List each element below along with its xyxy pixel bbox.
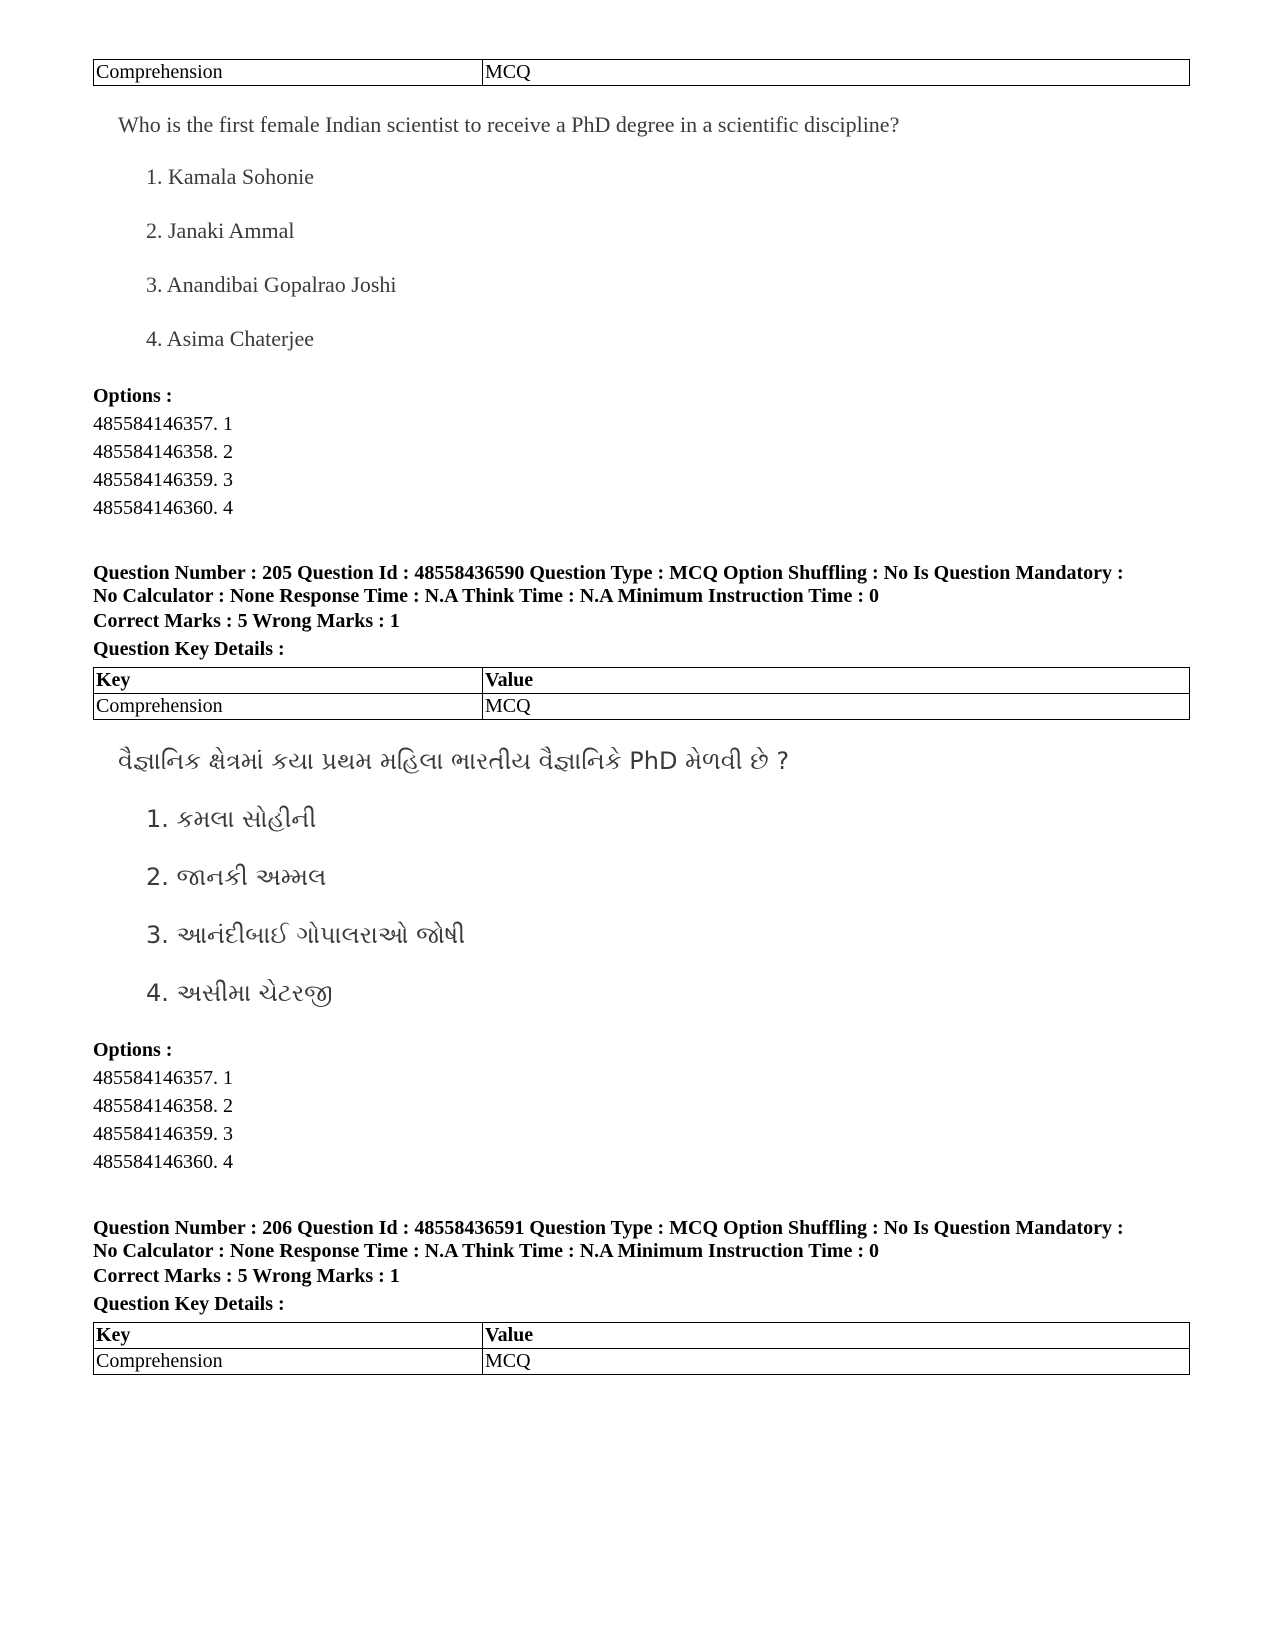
option-id: 485584146358. 2	[93, 1095, 233, 1117]
table-header-key: Key	[94, 668, 483, 694]
key-details-table-q206	[93, 1322, 1190, 1375]
table-header-row	[94, 668, 1190, 694]
table-cell-value: MCQ	[483, 1349, 1190, 1375]
key-details-label-q205: Question Key Details :	[93, 638, 285, 660]
key-details-table-q204	[93, 59, 1190, 86]
table-cell-key: Comprehension	[94, 60, 483, 86]
option-id: 485584146359. 3	[93, 469, 233, 491]
question-option: 3. આનંદીબાઈ ગોપાલરાઓ જોષી	[146, 921, 466, 949]
question-option: 4. Asima Chaterjee	[146, 326, 315, 351]
options-block-q205	[93, 1036, 233, 1176]
question-option: 1. Kamala Sohonie	[146, 164, 315, 189]
question-meta-q205	[93, 562, 1203, 608]
question-meta-q206	[93, 1217, 1203, 1263]
question-option: 2. Janaki Ammal	[146, 218, 295, 243]
options-label: Options :	[93, 1039, 173, 1061]
table-cell-value: MCQ	[483, 60, 1190, 86]
option-id: 485584146360. 4	[93, 497, 233, 519]
table-header-value: Value	[483, 668, 1190, 694]
table-cell-key: Comprehension	[94, 1349, 483, 1375]
options-label: Options :	[93, 385, 173, 407]
table-cell-value: MCQ	[483, 694, 1190, 720]
option-id: 485584146360. 4	[93, 1151, 233, 1173]
question-option: 2. જાનકી અમ્મલ	[146, 863, 327, 891]
option-id: 485584146357. 1	[93, 1067, 233, 1089]
key-details-table-q205	[93, 667, 1190, 720]
question-meta-line: No Calculator : None Response Time : N.A Think Time : N.A Minimum Instruction Time : 0	[93, 1240, 879, 1262]
table-row	[94, 1349, 1190, 1375]
table-header-row	[94, 1323, 1190, 1349]
question-stem: વૈજ્ઞાનિક ક્ષેત્રમાં કયા પ્રથમ મહિલા ભારતીય વૈજ્ઞાનિકે PhD મેળવી છે ?	[118, 747, 790, 775]
marks-q206: Correct Marks : 5 Wrong Marks : 1	[93, 1265, 400, 1287]
option-id: 485584146358. 2	[93, 441, 233, 463]
option-id: 485584146357. 1	[93, 413, 233, 435]
marks-q205: Correct Marks : 5 Wrong Marks : 1	[93, 610, 400, 632]
question-meta-line: No Calculator : None Response Time : N.A Think Time : N.A Minimum Instruction Time : 0	[93, 585, 879, 607]
question-option: 3. Anandibai Gopalrao Joshi	[146, 272, 397, 297]
question-stem: Who is the first female Indian scientist to receive a PhD degree in a scientific discipline?	[118, 112, 900, 137]
question-meta-line: Question Number : 205 Question Id : 48558436590 Question Type : MCQ Option Shuffling : No Is Question Mandatory :	[93, 562, 1124, 584]
question-option: 4. અસીમા ચેટરજી	[146, 979, 333, 1007]
table-row	[94, 694, 1190, 720]
table-header-value: Value	[483, 1323, 1190, 1349]
question-image-gujarati	[118, 747, 789, 1037]
question-option: 1. કમલા સોહીની	[146, 805, 317, 833]
option-id: 485584146359. 3	[93, 1123, 233, 1145]
key-details-label-q206: Question Key Details :	[93, 1293, 285, 1315]
table-header-key: Key	[94, 1323, 483, 1349]
table-cell-key: Comprehension	[94, 694, 483, 720]
question-meta-line: Question Number : 206 Question Id : 48558436591 Question Type : MCQ Option Shuffling : No Is Question Mandatory :	[93, 1217, 1124, 1239]
options-block-q204	[93, 382, 233, 522]
table-row	[94, 60, 1190, 86]
question-image-english	[118, 112, 899, 378]
